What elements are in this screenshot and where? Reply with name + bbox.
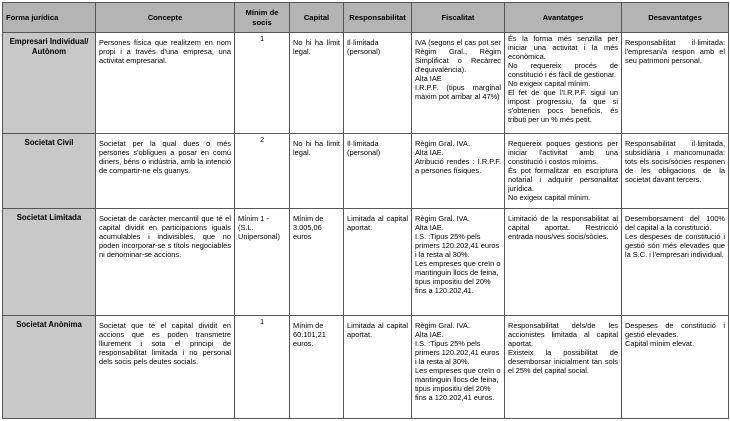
avantatges-line: Existeix la possibilitat de desemborsar inicialment tan sols el 25% del capital social. bbox=[508, 348, 618, 376]
cell-responsabilitat: Limitada al capital aportat. bbox=[344, 316, 412, 419]
header-fiscalitat: Fiscalitat bbox=[412, 3, 505, 33]
cell-socis: 2 bbox=[235, 134, 290, 209]
avantatges-line: Requereix poques gestions per iniciar l'activitat amb una constitució i costos mínims. bbox=[508, 139, 618, 167]
cell-socis: 1 bbox=[235, 33, 290, 134]
fiscalitat-line: IVA (segons el cas pot ser Règim Gral., Règim Simplificat o Recàrrec d'equivalència). bbox=[415, 38, 501, 75]
fiscalitat-line: I.R.P.F. (tipus marginal màxim pot arribar al 47%) bbox=[415, 83, 501, 102]
header-row bbox=[3, 3, 729, 33]
cell-desavantatges bbox=[622, 134, 729, 209]
table-row bbox=[3, 33, 729, 134]
cell-responsabilitat: Il·limitada (personal) bbox=[344, 134, 412, 209]
desavantatges-line: Desemborsament del 100% del capital a la constitució. bbox=[625, 214, 725, 233]
fiscalitat-line: Alta IAE. bbox=[415, 223, 444, 233]
cell-capital: No hi ha límit legal. bbox=[290, 134, 344, 209]
header-responsabilitat: Responsabilitat bbox=[344, 3, 412, 33]
header-minim-socis: Mínim de socis bbox=[235, 3, 290, 33]
cell-capital: Mínim de 3.005,06 euros bbox=[290, 209, 344, 316]
cell-concepte: Societat per la qual dues o més persones s'obliguen a posar en comú diners, béns o indústria, amb la intenció de compartir-ne els guanys. bbox=[96, 134, 235, 209]
cell-desavantatges bbox=[622, 33, 729, 134]
row-label: Empresari Individual/ Autònom bbox=[3, 33, 96, 134]
desavantatges-line: Capital mínim elevat. bbox=[625, 339, 695, 349]
fiscalitat-line: Les empreses que creïn o mantinguin llocs de feina, tipus impositiu del 20% fins a 120.202,41 euros. bbox=[415, 366, 501, 403]
cell-socis: 1 bbox=[235, 316, 290, 419]
row-label: Societat Civil bbox=[3, 134, 96, 209]
cell-avantatges bbox=[505, 134, 622, 209]
avantatges-line: No exigeix capital mínim. bbox=[508, 79, 591, 89]
fiscalitat-line: Alta IAE. bbox=[415, 330, 444, 340]
avantatges-line: El fet de que l'I.R.P.F. sigui un impost progressiu, fa que si s'obtenen pocs beneficis, és tributi per un % més petit. bbox=[508, 88, 618, 125]
cell-socis: Mínim 1 - (S.L. Unipersonal) bbox=[235, 209, 290, 316]
cell-responsabilitat: Il·limitada (personal) bbox=[344, 33, 412, 134]
row-label: Societat Anònima bbox=[3, 316, 96, 419]
header-avantatges: Avantatges bbox=[505, 3, 622, 33]
cell-fiscalitat bbox=[412, 134, 505, 209]
fiscalitat-line: Règim Gral. IVA. bbox=[415, 321, 470, 330]
fiscalitat-line: Règim Gral. IVA. bbox=[415, 214, 470, 223]
row-label: Societat Limitada bbox=[3, 209, 96, 316]
cell-fiscalitat bbox=[412, 33, 505, 134]
fiscalitat-line: Règim Gral. IVA. bbox=[415, 139, 470, 148]
cell-capital: Mínim de 60.101,21 euros. bbox=[290, 316, 344, 419]
cell-fiscalitat bbox=[412, 209, 505, 316]
avantatges-line: Limitació de la responsabilitat al capital aportat. Restricció entrada nous/ves socis/sòcies. bbox=[508, 214, 618, 242]
cell-capital: No hi ha límit legal. bbox=[290, 33, 344, 134]
cell-responsabilitat: Limitada al capital aportat. bbox=[344, 209, 412, 316]
header-concepte: Concepte bbox=[96, 3, 235, 33]
cell-concepte: Societat de caràcter mercantil que té el capital dividit en participacions iguals acumulables i indivisibles, que no poden incorporar-se s títols negociables ni denominar-se accions. bbox=[96, 209, 235, 316]
desavantatges-line: Les despeses de constitució i gestió són més elevades que la S.C. i l'empresari individual. bbox=[625, 232, 725, 260]
cell-avantatges bbox=[505, 316, 622, 419]
avantatges-line: Responsabilitat dels/de les accionistes limitada al capital aportat. bbox=[508, 321, 618, 349]
desavantatges-line: Despeses de constitució i gestió elevades. bbox=[625, 321, 725, 340]
avantatges-line: És pot formalitzar en escriptura notarial i adquirir personalitat jurídica. bbox=[508, 166, 618, 194]
avantatges-line: No requereix procés de constitució i és fàcil de gestionar. bbox=[508, 61, 618, 80]
desavantatges-line: Responsabilitat il·limitada, subsidiària i mancomunada: tots els socis/sòcies responen de les obligacions de la societat davant tercers. bbox=[625, 139, 725, 185]
desavantatges-line: Responsabilitat il·limitada: l'empresari/a respon amb el seu patrimoni personal. bbox=[625, 38, 725, 66]
cell-desavantatges bbox=[622, 316, 729, 419]
fiscalitat-line: I.S. :Tipus 25% pels primers 120.202,41 euros i la resta al 30%. bbox=[415, 232, 500, 260]
avantatges-line: És la forma més senzilla per iniciar una activitat i la més econòmica. bbox=[508, 34, 618, 62]
cell-concepte: Societat que té el capital dividit en accions que es poden transmetre lliurement i sota el principi de responsabilitat limitada i no personal dels socis pels deutes socials. bbox=[96, 316, 235, 419]
fiscalitat-line: Alta IAE. bbox=[415, 148, 444, 158]
fiscalitat-line: I.S. :Tipus 25% pels primers 120.202,41 euros i la resta al 30%. bbox=[415, 339, 500, 367]
header-capital: Capital bbox=[290, 3, 344, 33]
cell-desavantatges bbox=[622, 209, 729, 316]
fiscalitat-line: Alta IAE bbox=[415, 74, 442, 84]
cell-avantatges bbox=[505, 33, 622, 134]
header-desavantatges: Desavantatges bbox=[622, 3, 729, 33]
cell-fiscalitat bbox=[412, 316, 505, 419]
avantatges-line: No exigeix capital mínim. bbox=[508, 193, 591, 203]
cell-avantatges bbox=[505, 209, 622, 316]
table-row bbox=[3, 316, 729, 419]
header-forma-juridica: Forma jurídica bbox=[3, 3, 96, 33]
fiscalitat-line: Atribució rendes : I.R.P.F. a persones físiques. bbox=[415, 157, 501, 176]
table-row bbox=[3, 134, 729, 209]
legal-forms-table bbox=[2, 2, 729, 419]
fiscalitat-line: Les empreses que creïn o mantinguin llocs de feina, tipus impositiu del 20% fins a 120.202,41. bbox=[415, 259, 501, 296]
cell-concepte: Persones física que realitzem en nom propi i a través d'una empresa, una activitat empresarial. bbox=[96, 33, 235, 134]
table-row bbox=[3, 209, 729, 316]
